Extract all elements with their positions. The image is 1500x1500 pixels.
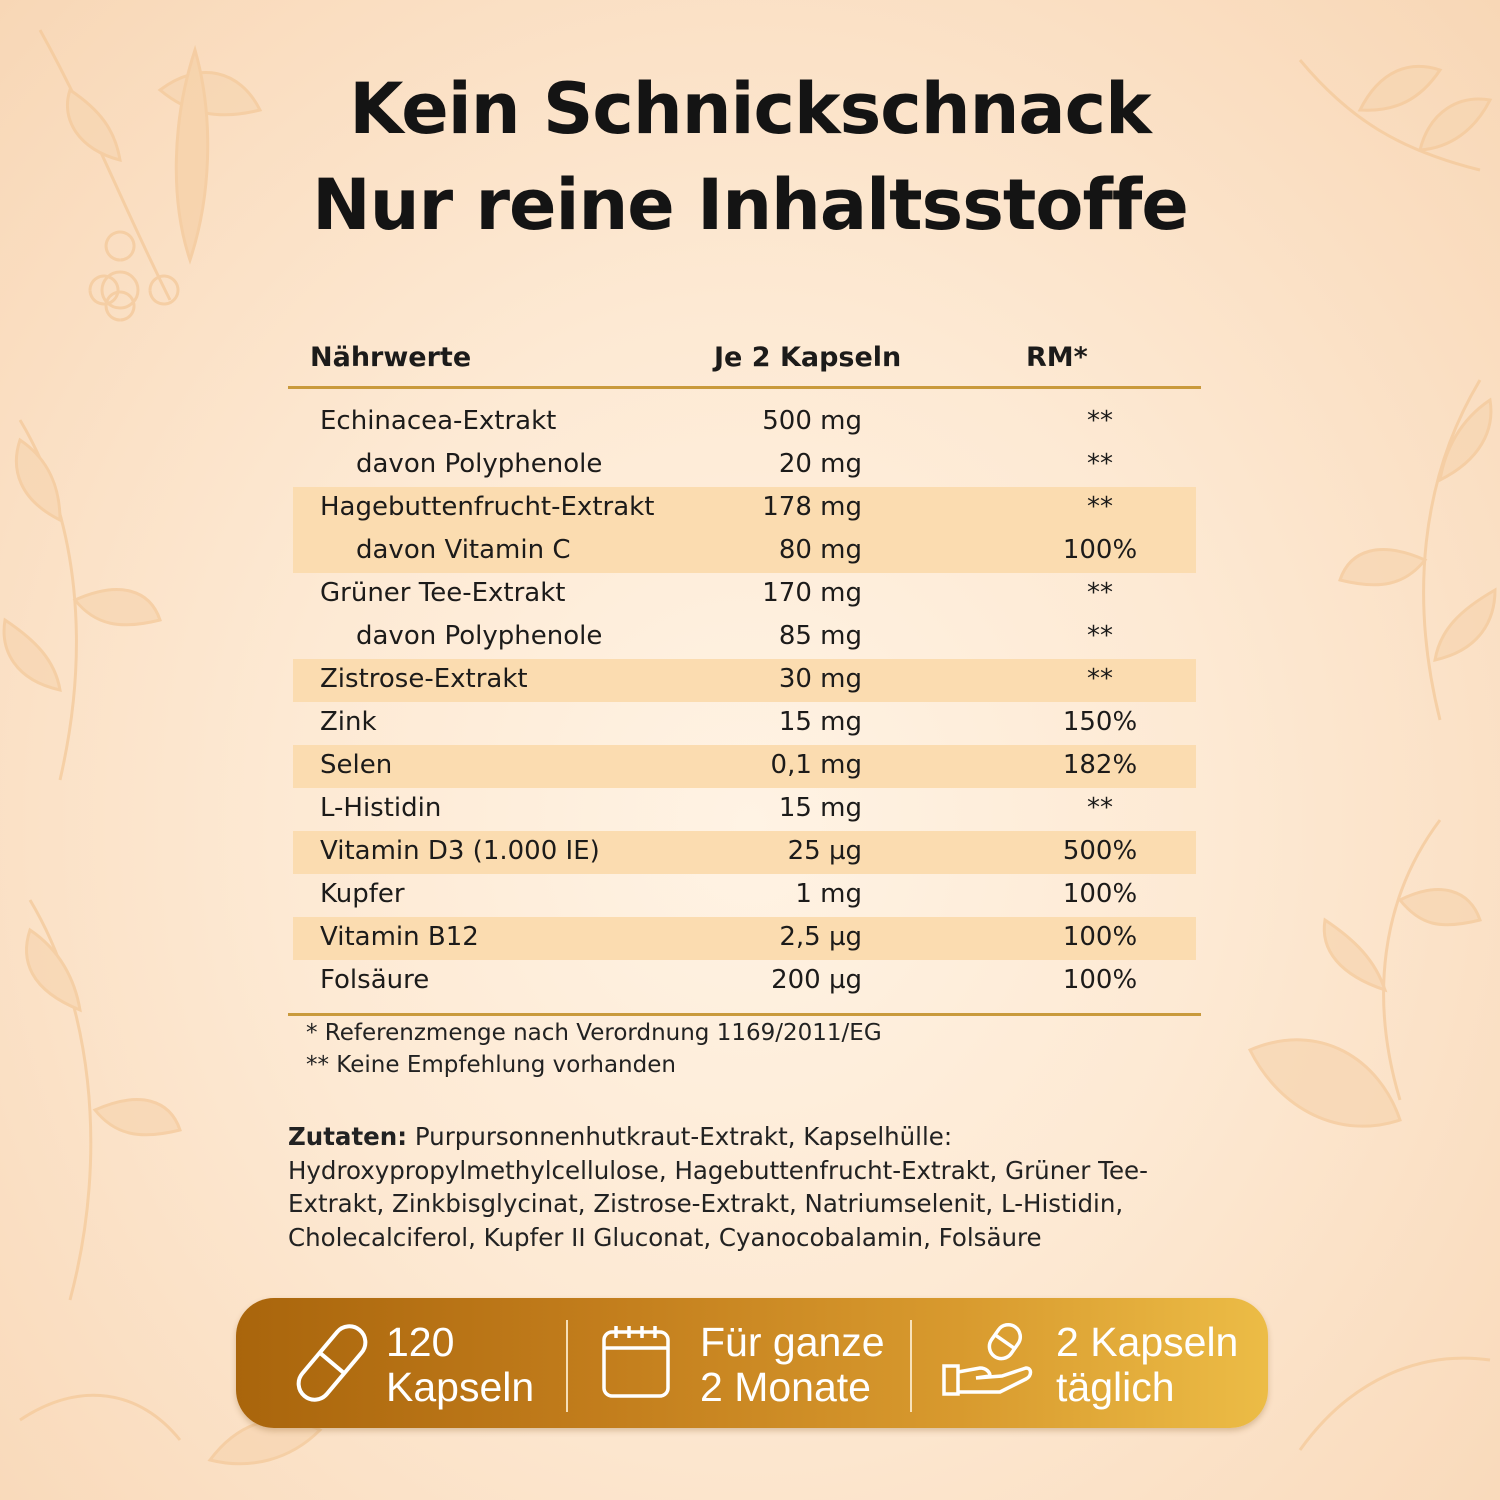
cell-reference-percent: 100% (1062, 922, 1138, 952)
cell-reference-percent: ** (1087, 793, 1113, 823)
cell-reference-percent: ** (1087, 578, 1113, 608)
footnote-no-recommendation: ** Keine Empfehlung vorhanden (306, 1052, 676, 1078)
cell-amount: 25 µg (787, 836, 862, 866)
cell-amount: 500 mg (762, 406, 862, 436)
header-per-two-capsules: Je 2 Kapseln (714, 342, 902, 373)
table-body (288, 389, 1201, 1016)
cell-amount: 2,5 µg (779, 922, 862, 952)
calendar-icon (600, 1322, 672, 1402)
cell-nutrient: Grüner Tee-Extrakt (320, 578, 566, 608)
cell-amount: 15 mg (778, 793, 862, 823)
table-row-group (293, 745, 1196, 788)
table-row (293, 960, 1196, 1003)
footnote-reference: * Referenzmenge nach Verordnung 1169/2011/EG (306, 1020, 882, 1046)
page-title-line-1: Kein Schnickschnack (349, 68, 1151, 150)
cell-nutrient: Hagebuttenfrucht-Extrakt (320, 492, 655, 522)
cell-reference-percent: 500% (1062, 836, 1138, 866)
info-item-dosage (912, 1298, 1268, 1428)
ingredients-list: Purpursonnenhutkraut-Extrakt, Kapselhülle: Hydroxypropylmethylcellulose, Hagebuttenfrucht-Extrakt, Grüner Tee-Extrakt, Zinkbisglycinat, Zistrose-Extrakt, Natriumselenit, L-Histidin, Cholecalciferol, Kupfer II Gluconat, Cyanocobalamin, Folsäure (288, 1122, 1148, 1252)
cell-reference-percent: ** (1087, 449, 1113, 479)
table-row (293, 659, 1196, 702)
cell-amount: 20 mg (778, 449, 862, 479)
cell-reference-percent: 100% (1062, 535, 1138, 565)
cell-reference-percent: 100% (1062, 879, 1138, 909)
table-row-group (293, 487, 1196, 573)
cell-amount: 85 mg (778, 621, 862, 651)
info-bar (236, 1298, 1268, 1428)
cell-amount: 178 mg (762, 492, 862, 522)
table-subrow (293, 530, 1196, 573)
table-row-group (293, 401, 1196, 487)
table-header (288, 334, 1201, 389)
cell-reference-percent: ** (1087, 664, 1113, 694)
table-row-group (293, 874, 1196, 917)
info-dosage-line2: täglich (1056, 1364, 1175, 1410)
header-nutrients: Nährwerte (310, 342, 472, 373)
table-row (293, 917, 1196, 960)
info-capsule-count-line1: 120 (386, 1319, 455, 1365)
info-duration-line2: 2 Monate (700, 1364, 871, 1410)
page-title-line-2: Nur reine Inhaltsstoffe (312, 164, 1188, 246)
info-dosage-line1: 2 Kapseln (1056, 1319, 1239, 1365)
cell-nutrient: Vitamin B12 (320, 922, 479, 952)
info-item-duration (568, 1298, 908, 1428)
cell-nutrient: Kupfer (320, 879, 405, 909)
cell-reference-percent: 100% (1062, 965, 1138, 995)
cell-amount: 200 µg (771, 965, 862, 995)
table-row (293, 702, 1196, 745)
ingredients-text (288, 1120, 1218, 1254)
cell-nutrient: Echinacea-Extrakt (320, 406, 557, 436)
ingredients-label: Zutaten: (288, 1122, 408, 1151)
cell-amount: 170 mg (762, 578, 862, 608)
table-row (293, 788, 1196, 831)
cell-nutrient: Zistrose-Extrakt (320, 664, 528, 694)
table-row-group (293, 659, 1196, 702)
cell-amount: 0,1 mg (770, 750, 862, 780)
cell-nutrient: Zink (320, 707, 377, 737)
cell-reference-percent: ** (1087, 621, 1113, 651)
header-reference-amount: RM* (1026, 342, 1088, 373)
table-row (293, 401, 1196, 444)
info-item-capsule-count (236, 1298, 566, 1428)
cell-reference-percent: 150% (1062, 707, 1138, 737)
nutrition-table (288, 334, 1201, 1016)
cell-amount: 80 mg (778, 535, 862, 565)
table-subrow (293, 444, 1196, 487)
info-capsule-count-line2: Kapseln (386, 1364, 535, 1410)
cell-amount: 1 mg (795, 879, 862, 909)
table-subrow (293, 616, 1196, 659)
cell-nutrient: Selen (320, 750, 393, 780)
table-row (293, 573, 1196, 616)
table-row (293, 831, 1196, 874)
table-row-group (293, 917, 1196, 960)
table-row (293, 487, 1196, 530)
cell-reference-percent: 182% (1062, 750, 1138, 780)
cell-reference-percent: ** (1087, 406, 1113, 436)
cell-nutrient: L-Histidin (320, 793, 442, 823)
cell-amount: 30 mg (778, 664, 862, 694)
table-row (293, 745, 1196, 788)
table-row-group (293, 788, 1196, 831)
table-row-group (293, 702, 1196, 745)
cell-amount: 15 mg (778, 707, 862, 737)
table-row (293, 874, 1196, 917)
capsule-icon (294, 1318, 370, 1408)
cell-nutrient: davon Polyphenole (356, 621, 603, 651)
info-duration-line1: Für ganze (700, 1319, 885, 1365)
cell-nutrient: Vitamin D3 (1.000 IE) (320, 836, 600, 866)
table-row-group (293, 573, 1196, 659)
hand-capsule-icon (940, 1322, 1034, 1402)
table-row-group (293, 831, 1196, 874)
cell-reference-percent: ** (1087, 492, 1113, 522)
cell-nutrient: davon Vitamin C (356, 535, 571, 565)
table-row-group (293, 960, 1196, 1003)
cell-nutrient: Folsäure (320, 965, 430, 995)
cell-nutrient: davon Polyphenole (356, 449, 603, 479)
